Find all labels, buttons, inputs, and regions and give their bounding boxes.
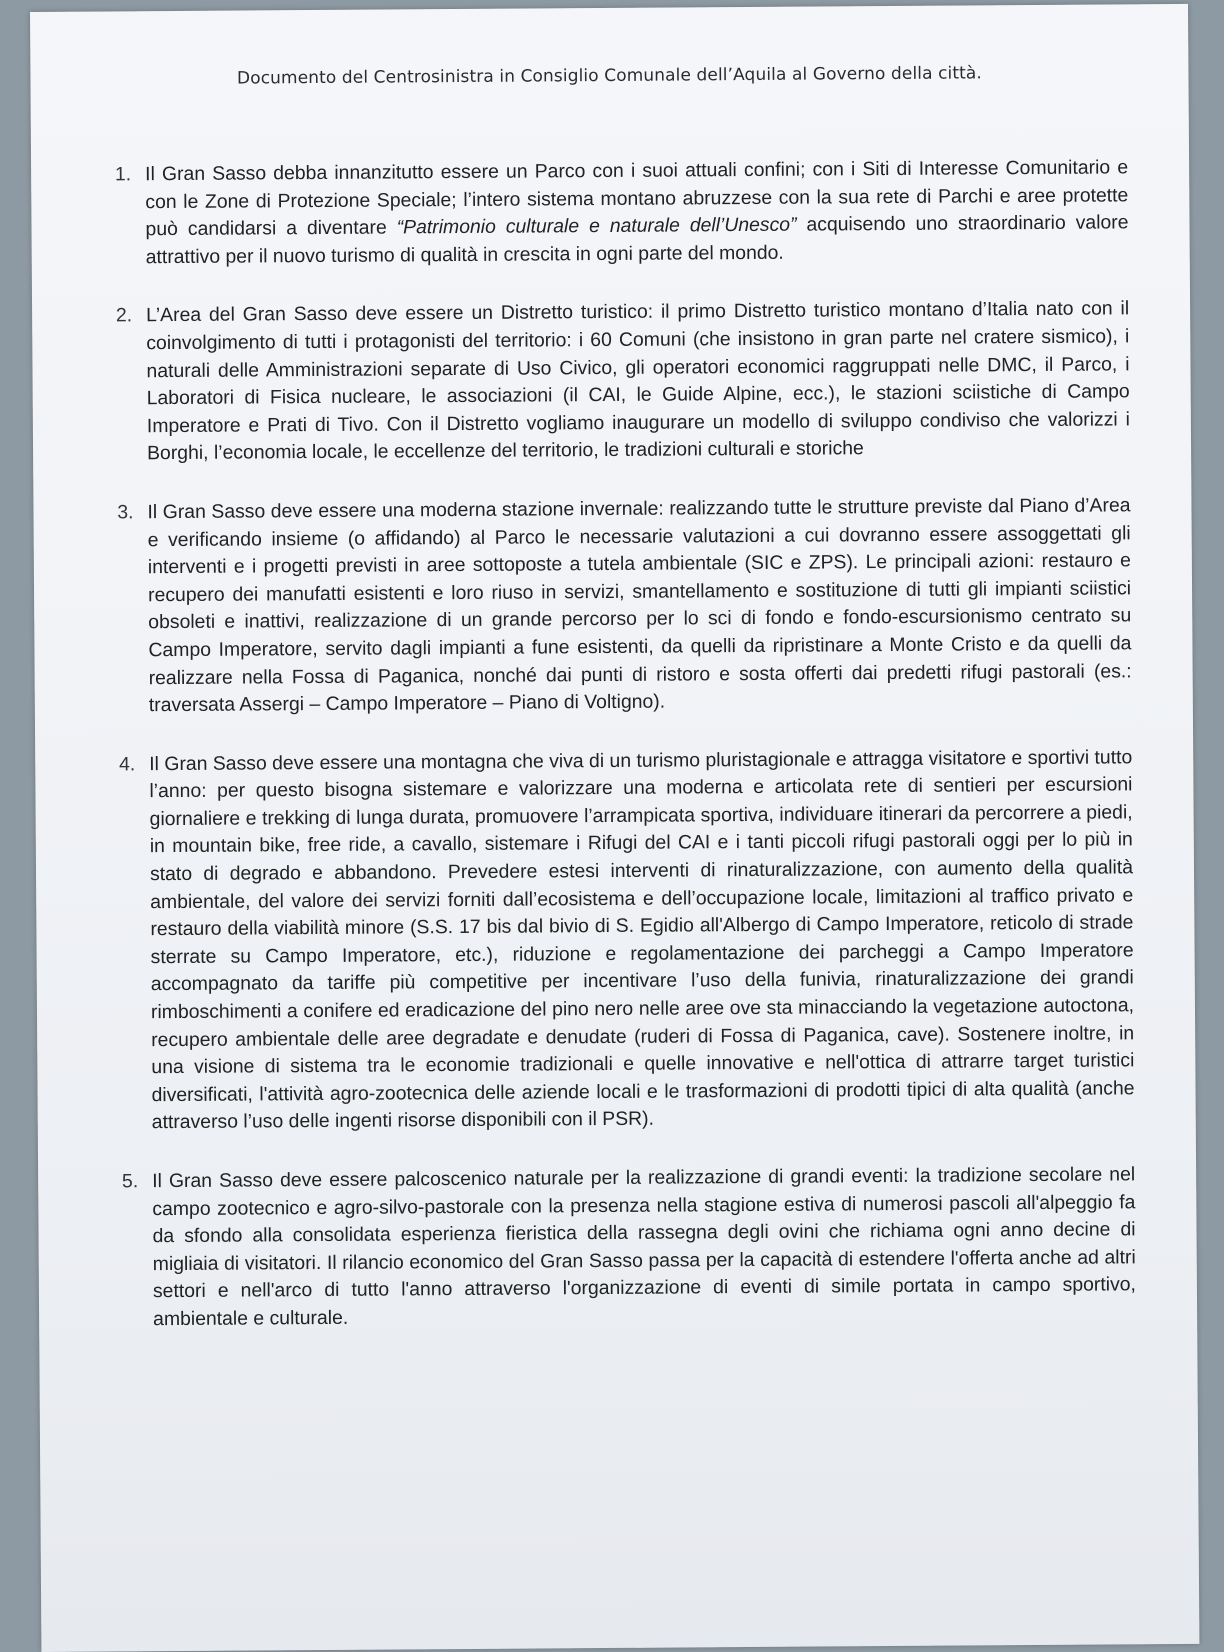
point-number: 4.: [119, 752, 136, 776]
point-number: 3.: [117, 501, 134, 524]
point-text: Il Gran Sasso debba innanzitutto essere un Parco con i suoi attuali confini; con i Siti di Interesse Comunitario e con le Zone di Protezione Speciale; l’intero sistema montano abruzzese con la sua rete di Parchi e aree protette può candidarsi a diventare: [145, 156, 1129, 241]
point-number: 5.: [121, 1170, 139, 1193]
point-item-4: [87, 744, 1135, 1138]
point-number: 2.: [115, 304, 133, 327]
point-item-3: [85, 492, 1132, 720]
point-text: Il Gran Sasso deve essere una montagna che viva di un turismo pluristagionale e attragga visitatore e sportivi tutto l’anno: per questo bisogna sistemare e valorizzare una moderna e articolata rete di sentieri per escursioni giornaliere e trekking di lunga durata, promuovere l’arrampicata sportiva, individuare itinerari da percorrere a piedi, in mountain bike, free ride, a cavallo, sistemare i Rifugi del CAI e i tanti piccoli rifugi pastorali oggi per lo più in stato di degrado e abbandono. Prevedere estesi interventi di rinaturalizzazione, con aumento della qualità ambientale, del valore dei servizi forniti dall’ecosistema e dell’occupazione locale, limitazioni al traffico privato e restauro della viabilità minore (S.S. 17 bis dal bivio di S. Egidio all'Albergo di Campo Imperatore, reticolo di strade sterrate su Campo Imperatore, etc.), riduzione e regolamentazione dei parcheggi a Campo Imperatore accompagnato da tariffe più competitive per incentivare l’uso della funivia, rinaturalizzazione dei grandi rimboschimenti a conifere ed eradicazione del pino nero nelle aree ove sta minacciando la vegetazione autoctona, recupero ambientale delle aree degradate e denudate (ruderi di Fossa di Paganica, cave). Sostenere inoltre, in una visione di sistema tra le economie tradizionali e quelle innovative e nell'ottica di attrarre target turistici diversificati, l'attività agro-zootecnica delle aziende locali e le trasformazioni di prodotti tipici di alta qualità (anche attraverso l’uso delle ingenti risorse disponibili con il PSR).: [149, 746, 1135, 1134]
point-text-emphasis: “Patrimonio culturale e naturale dell’Unesco”: [396, 213, 797, 239]
document-page: [30, 4, 1199, 1652]
point-number: 1.: [114, 163, 132, 186]
point-text: L’Area del Gran Sasso deve essere un Distretto turistico: il primo Distretto turistico montano d’Italia nato con il coinvolgimento di tutti i protagonisti del territorio: i 60 Comuni (che insistono in gran parte nel cratere sismico), i naturali delle Amministrazioni separate di Uso Civico, gli operatori economici raggruppati nelle DMC, il Parco, i Laboratori di Fisica nucleare, le associazioni (il CAI, le Guide Alpine, ecc.), le stazioni sciistiche di Campo Imperatore e Prati di Tivo. Con il Distretto vogliamo inaugurare un modello di sviluppo condiviso che valorizzi i Borghi, l’economia locale, le eccellenze del territorio, le tradizioni culturali e storiche: [146, 297, 1130, 465]
point-text: Il Gran Sasso deve essere palcoscenico naturale per la realizzazione di grandi eventi: la tradizione secolare nel campo zootecnico e agro-silvo-pastorale con la presenza nella stagione estiva di numerosi pascoli all'alpeggio fa da sfondo alla consolidata esperienza fieristica della rassegna degli ovini che richiama ogni anno decine di migliaia di visitatori. Il rilancio economico del Gran Sasso passa per la capacità di estendere l'offerta anche ad altri settori e nell'arco di tutto l'anno attraverso l'organizzazione di eventi di simile portata in campo sportivo, ambientale e culturale.: [152, 1163, 1136, 1331]
point-item-5: [90, 1161, 1136, 1334]
point-item-1: [83, 154, 1129, 272]
point-text: acquisendo uno straordinario valore attrattivo per il nuovo turismo di qualità in crescita in ogni parte del mondo.: [145, 211, 1129, 268]
point-item-2: [84, 296, 1130, 469]
point-list: [83, 154, 1136, 1365]
point-text: Il Gran Sasso deve essere una moderna stazione invernale: realizzando tutte le strutture previste dal Piano d’Area e verificando insieme (o affidando) al Parco le necessarie valutazioni a cui dovranno essere assoggettati gli interventi e i progetti previsti in aree sottoposte a tutela ambientale (SIC e ZPS). Le principali azioni: restauro e recupero dei manufatti esistenti e loro riuso in servizi, smantellamento e sostituzione di tutti gli impianti sciistici obsoleti e inattivi, realizzazione di un grande percorso per lo sci di fondo e fondo-escursionismo centrato su Campo Imperatore, servito dagli impianti a fune esistenti, da quelli da ripristinare a Monte Cristo e da quelli da realizzare nella Fossa di Paganica, nonché dai punti di ristoro e sosta offerti dai predetti rifugi pastorali (es.: traversata Assergi – Campo Imperatore – Piano di Voltigno).: [147, 494, 1132, 717]
document-title: Documento del Centrosinistra in Consiglio Comunale dell’Aquila al Governo della città.: [236, 63, 982, 89]
